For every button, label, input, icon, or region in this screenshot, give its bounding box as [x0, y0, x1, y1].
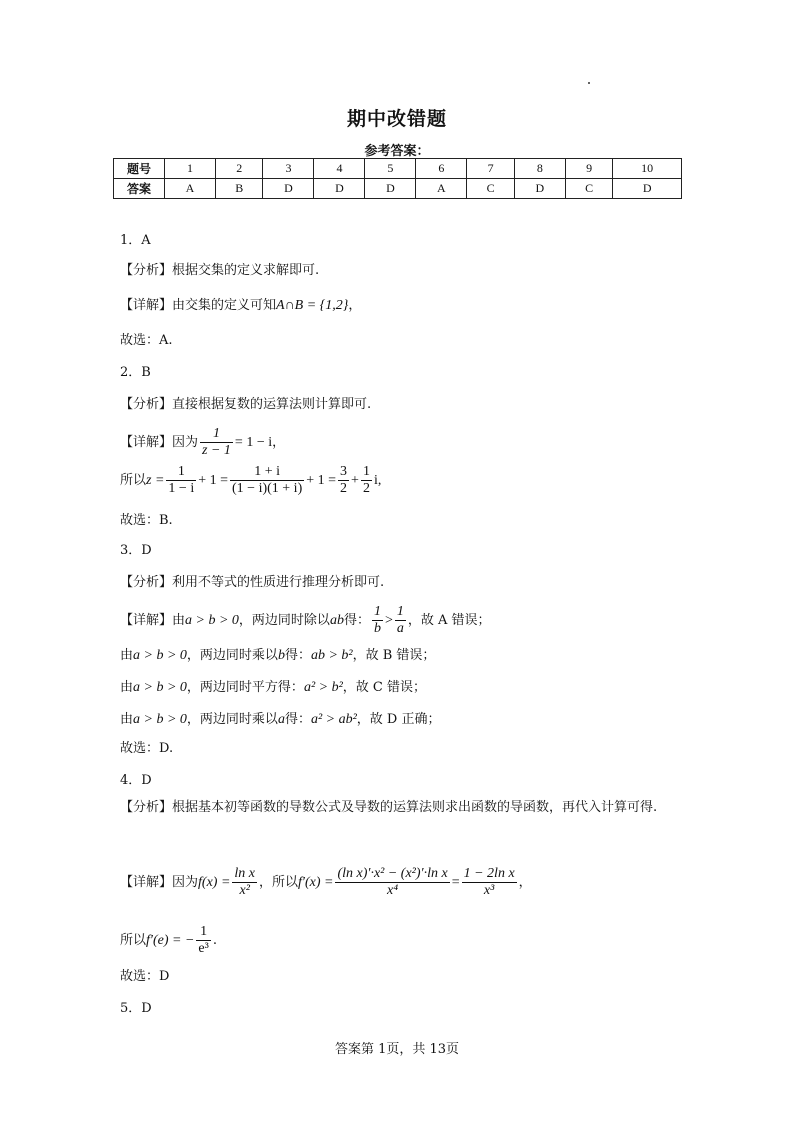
- q3-inequality: ab > b²: [310, 648, 353, 663]
- q3-text: 得：: [343, 613, 370, 628]
- q2-heading: 2．B: [120, 365, 151, 380]
- fraction-denominator: b: [373, 621, 381, 636]
- q3-text: 由: [120, 712, 134, 727]
- q4-fraction-e: [196, 924, 210, 957]
- question-number-cell: 1: [165, 159, 216, 179]
- q3-op: >: [384, 613, 393, 628]
- q3-text: ，两边同时平方得：: [186, 680, 304, 695]
- q4-text: ，所以: [259, 875, 299, 890]
- answer-cell: A: [165, 179, 216, 199]
- q3-text: ，两边同时乘以: [186, 648, 278, 663]
- fraction-denominator: z − 1: [202, 443, 231, 458]
- answer-cell: B: [215, 179, 263, 199]
- fraction-numerator: 3: [340, 464, 348, 479]
- q3-inequality: a² > ab²: [310, 712, 357, 727]
- q4-analysis: 【分析】根据基本初等函数的导数公式及导数的运算法则求出函数的导函数，再代入计算可得.: [120, 800, 658, 815]
- q4-fraction-result: [462, 866, 517, 899]
- q3-detail-line1: [120, 604, 491, 637]
- q2-detail-line1: [120, 426, 285, 459]
- fraction-numerator: 1: [166, 464, 196, 481]
- q3-text: ，故 B 错误；: [352, 648, 436, 663]
- answer-cell: A: [416, 179, 467, 199]
- fraction-numerator: 1 − 2ln x: [463, 866, 515, 881]
- q4-derivative-at-e: f′(e) = −: [146, 933, 195, 948]
- q4-heading: 4．D: [120, 773, 152, 788]
- fraction-denominator: x³: [483, 883, 495, 898]
- page-mark: [588, 82, 590, 84]
- q2-so-label: 所以: [120, 473, 147, 488]
- page-subtitle: 参考答案：: [364, 144, 430, 159]
- q3-heading: 3．D: [120, 543, 152, 558]
- fraction-numerator: 1: [396, 604, 404, 619]
- q4-conclusion: 故选：D: [120, 969, 170, 984]
- fraction-denominator: 2: [340, 481, 348, 496]
- q4-text: 所以: [120, 933, 147, 948]
- q3-condition: a > b > 0: [133, 648, 187, 663]
- q2-fraction-5: [361, 464, 372, 497]
- number-row-label: 题号: [114, 159, 165, 179]
- q2-detail-label: 【详解】因为: [120, 435, 199, 450]
- answer-cell: D: [263, 179, 314, 199]
- q3-inequality: a² > b²: [303, 680, 343, 695]
- answer-cell: D: [365, 179, 416, 199]
- q3-text: 由: [120, 648, 134, 663]
- fraction-denominator: x²: [239, 883, 250, 898]
- q3-detail-line3: [120, 678, 426, 698]
- q2-op: + 1 =: [198, 473, 229, 488]
- question-number-cell: 5: [365, 159, 416, 179]
- q2-fraction-2: [166, 464, 196, 497]
- q1-heading: 1．A: [120, 233, 151, 248]
- q4-fraction-quotient-rule: [335, 866, 449, 899]
- q2-detail-line2: [120, 464, 381, 497]
- question-number-cell: 9: [565, 159, 613, 179]
- q2-op: + 1 =: [306, 473, 337, 488]
- q3-condition: a > b > 0: [133, 712, 187, 727]
- q3-conclusion: 故选：D.: [120, 741, 174, 756]
- answer-table-number-row: [114, 159, 682, 179]
- q5-heading: 5．D: [120, 1001, 152, 1016]
- q3-text: ，故 D 正确；: [356, 712, 441, 727]
- q4-text: ，: [518, 875, 532, 890]
- q3-detail-line4: [120, 710, 441, 730]
- q3-condition: a > b > 0: [133, 680, 187, 695]
- fraction-denominator: 2: [362, 481, 370, 496]
- fraction-denominator: e³: [198, 941, 209, 956]
- q4-function: f(x) =: [198, 875, 231, 890]
- q3-text: 得：: [284, 712, 311, 727]
- q3-detail-label: 【详解】由: [120, 613, 186, 628]
- q3-text: ，两边同时除以: [238, 613, 330, 628]
- question-number-cell: 6: [416, 159, 467, 179]
- q2-fraction-4: [338, 464, 349, 497]
- question-number-cell: 7: [467, 159, 515, 179]
- page-footer: 答案第 1页，共 13页: [334, 1042, 460, 1057]
- page-title: 期中改错题: [346, 108, 447, 130]
- q4-fraction-f: [232, 866, 257, 899]
- q4-op: =: [451, 875, 460, 890]
- answer-cell: C: [565, 179, 613, 199]
- question-number-cell: 8: [514, 159, 565, 179]
- fraction-denominator: a: [396, 621, 404, 636]
- fraction-denominator: x⁴: [387, 883, 399, 898]
- q2-fraction-1: [200, 426, 233, 459]
- q2-analysis: 【分析】直接根据复数的运算法则计算即可.: [120, 397, 372, 412]
- q3-fraction-b: [372, 604, 383, 637]
- q4-text: .: [212, 933, 217, 948]
- q1-intersection-formula: A∩B = {1,2}: [276, 298, 349, 313]
- question-number-cell: 2: [215, 159, 263, 179]
- q3-detail-line2: [120, 646, 435, 666]
- q3-text: ，两边同时乘以: [186, 712, 278, 727]
- q2-z-eq: z =: [146, 473, 165, 488]
- fraction-numerator: 1: [200, 426, 233, 443]
- q3-text: 得：: [284, 648, 311, 663]
- question-number-cell: 3: [263, 159, 314, 179]
- fraction-numerator: 1: [373, 604, 381, 619]
- fraction-denominator: 1 − i: [168, 481, 195, 496]
- q3-text: ，故 C 错误；: [342, 680, 426, 695]
- fraction-denominator: (1 − i)(1 + i): [232, 481, 303, 496]
- q2-fraction-3: [230, 464, 304, 497]
- q3-condition: a > b > 0: [185, 613, 239, 628]
- q3-var: ab: [329, 613, 344, 628]
- q3-var: b: [277, 648, 285, 663]
- q3-text: 由: [120, 680, 134, 695]
- answer-cell: D: [514, 179, 565, 199]
- q2-conclusion: 故选：B.: [120, 513, 173, 528]
- answer-cell: C: [467, 179, 515, 199]
- q2-op: +: [351, 473, 359, 488]
- q1-detail-punct: ，: [348, 298, 362, 313]
- question-number-cell: 10: [613, 159, 682, 179]
- q3-var: a: [277, 712, 285, 727]
- q3-text: ，故 A 错误；: [407, 613, 491, 628]
- q4-detail-line1: [120, 866, 532, 899]
- q2-equation: = 1 − i: [234, 435, 273, 450]
- fraction-numerator: 1: [196, 924, 210, 941]
- q2-imag-end: i,: [373, 473, 382, 488]
- q1-conclusion: 故选：A.: [120, 333, 173, 348]
- q4-detail-label: 【详解】因为: [120, 875, 199, 890]
- answer-row-label: 答案: [114, 179, 165, 199]
- q3-fraction-a: [395, 604, 406, 637]
- fraction-numerator: 1: [362, 464, 370, 479]
- q1-detail: [120, 296, 361, 316]
- q1-detail-label: 【详解】由交集的定义可知: [120, 298, 277, 313]
- q1-analysis: 【分析】根据交集的定义求解即可.: [120, 263, 320, 278]
- answer-table: [113, 158, 682, 199]
- q4-derivative: f′(x) =: [298, 875, 334, 890]
- q2-detail-punct: ，: [272, 435, 286, 450]
- fraction-numerator: ln x: [234, 866, 255, 881]
- question-number-cell: 4: [314, 159, 365, 179]
- answer-table-answer-row: [114, 179, 682, 199]
- q3-analysis: 【分析】利用不等式的性质进行推理分析即可.: [120, 575, 385, 590]
- q4-detail-line2: [120, 924, 217, 957]
- answer-cell: D: [613, 179, 682, 199]
- fraction-numerator: 1 + i: [230, 464, 304, 481]
- answer-cell: D: [314, 179, 365, 199]
- fraction-numerator: (ln x)′·x² − (x²)′·ln x: [337, 866, 448, 881]
